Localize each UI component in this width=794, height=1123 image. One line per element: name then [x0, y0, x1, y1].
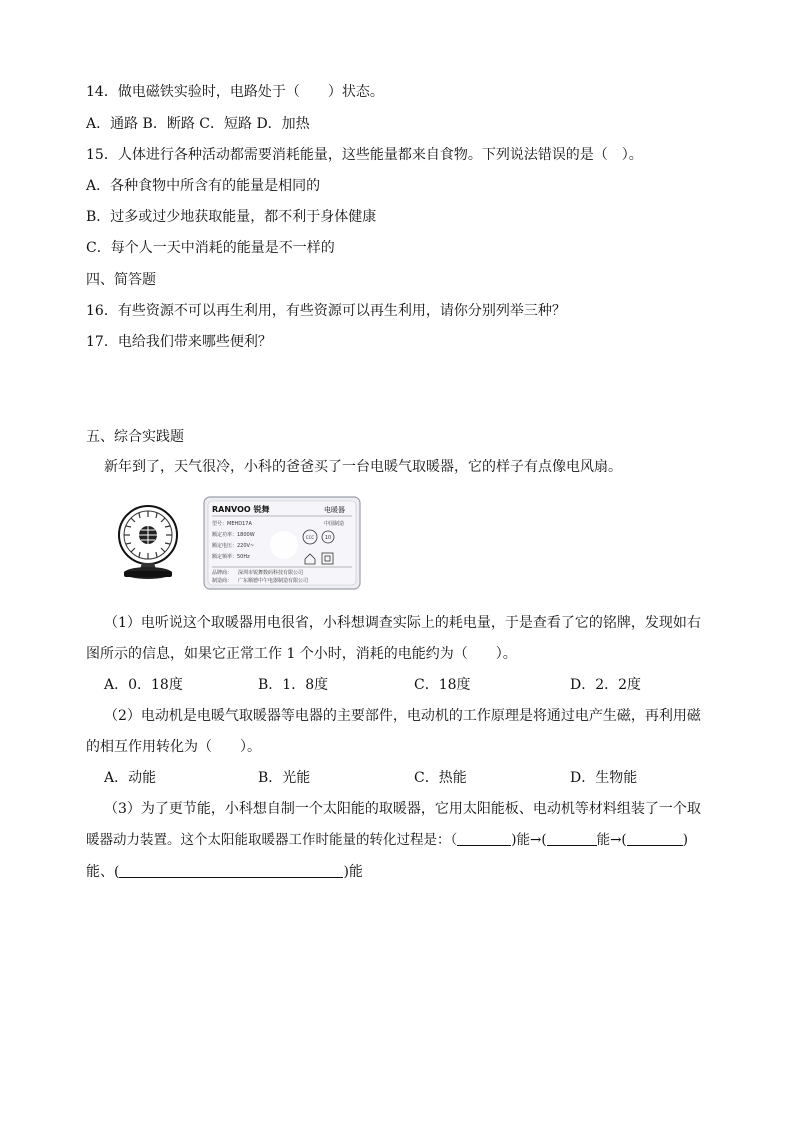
- question-14-stem: 14．做电磁铁实验时，电路处于（ ）状态。: [86, 84, 384, 100]
- nameplate-origin: 中国制造: [324, 521, 345, 527]
- sub-question-2-line-2: 的相互作用转化为（ ）。: [86, 739, 261, 755]
- question-15-option-c: C．每个人一天中消耗的能量是不一样的: [86, 240, 335, 256]
- sub-question-3-line-2-prefix: 暖器动力装置。这个太阳能取暖器工作时能量的转化过程是：（: [86, 832, 458, 848]
- sub-question-2-option-a: A．动能: [104, 770, 157, 786]
- heater-figure: [112, 493, 364, 593]
- question-15-stem: 15．人体进行各种活动都需要消耗能量，这些能量都来自食物。下列说法错误的是（ ）。: [86, 147, 643, 163]
- answer-blank-4[interactable]: [119, 863, 343, 878]
- nameplate-brand: RANVOO 锐舞: [212, 505, 270, 514]
- nameplate-power: 额定功率：1800W: [212, 532, 255, 538]
- sub-question-1-option-b: B．1．8度: [258, 677, 329, 693]
- sub-question-3-line-3-suffix: )能: [343, 864, 363, 880]
- nameplate-cert-1: CCC: [305, 535, 315, 540]
- section-5-intro: 新年到了，天气很冷，小科的爸爸买了一台电暖气取暖器，它的样子有点像电风扇。: [104, 459, 622, 475]
- sub-question-1-option-d: D．2．2度: [570, 677, 642, 693]
- nameplate-brand-owner-label: 品牌商：: [212, 570, 233, 576]
- sub-question-3-line-2: [86, 830, 688, 850]
- section-4-title: 四、简答题: [86, 272, 156, 288]
- nameplate-brand-owner-value: 深圳市锐舞数码科技有限公司: [238, 570, 304, 576]
- sub-question-2-option-c: C．热能: [414, 770, 467, 786]
- sub-question-3-part-1: )能→(: [511, 832, 547, 848]
- nameplate-cert-2: 10: [324, 535, 332, 541]
- question-15-option-a: A．各种食物中所含有的能量是相同的: [86, 178, 321, 194]
- heater-illustration: [112, 493, 364, 593]
- heater-icon: [119, 506, 177, 579]
- nameplate-product: 电暖器: [324, 506, 345, 514]
- section-5-title: 五、综合实践题: [86, 429, 184, 445]
- question-14-options: A．通路 B．断路 C．短路 D．加热: [86, 116, 310, 132]
- nameplate-maker-value: 广东顺德中午电器制造有限公司: [238, 578, 309, 584]
- sub-question-3-line-3-prefix: 能、(: [86, 864, 120, 880]
- sub-question-3-part-2: 能→(: [596, 832, 627, 848]
- sub-question-2-option-b: B．光能: [258, 770, 311, 786]
- sub-question-3-line-1: （3）为了更节能，小科想自制一个太阳能的取暖器，它用太阳能板、电动机等材料组装了一个取: [104, 801, 701, 817]
- answer-blank-2[interactable]: [547, 831, 597, 846]
- nameplate-voltage: 额定电压：220V~: [212, 543, 255, 549]
- sub-question-1-line-1: （1）电听说这个取暖器用电很省，小科想调查实际上的耗电量，于是查看了它的铭牌，发现如右: [104, 615, 701, 631]
- sub-question-3-part-3: ): [682, 832, 688, 848]
- sub-question-1-option-a: A．0．18度: [104, 677, 183, 693]
- sub-question-1-option-c: C．18度: [414, 677, 471, 693]
- answer-blank-3[interactable]: [627, 831, 683, 846]
- sub-question-3-line-3: [86, 862, 363, 882]
- question-16: 16．有些资源不可以再生利用，有些资源可以再生利用，请你分别列举三种？: [86, 303, 566, 319]
- sub-question-2-line-1: （2）电动机是电暖气取暖器等电器的主要部件，电动机的工作原理是将通过电产生磁，再利用磁: [104, 708, 701, 724]
- nameplate-model: 型号：MEHD17A: [212, 521, 252, 527]
- answer-blank-1[interactable]: [457, 831, 511, 846]
- nameplate-frequency: 额定频率：50Hz: [212, 554, 250, 560]
- sub-question-2-option-d: D．生物能: [570, 770, 638, 786]
- question-15-option-b: B．过多或过少地获取能量，都不利于身体健康: [86, 209, 377, 225]
- nameplate-image: [204, 497, 360, 589]
- sub-question-1-line-2: 图所示的信息，如果它正常工作 1 个小时，消耗的电能约为（ ）。: [86, 646, 517, 662]
- nameplate-maker-label: 制造商：: [212, 578, 233, 584]
- question-17: 17．电给我们带来哪些便利？: [86, 334, 272, 350]
